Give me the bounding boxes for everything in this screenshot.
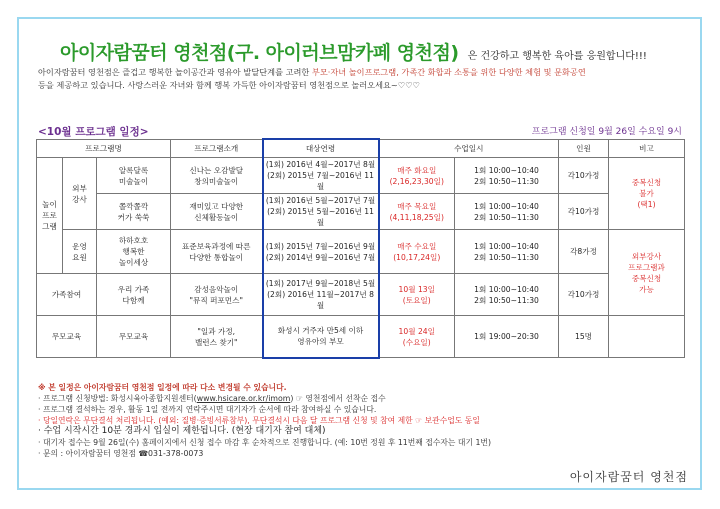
notes-block (38, 382, 688, 459)
note-schedule-change: ※ 본 일정은 아이자람꿈터 영천점 일정에 따라 다소 변경될 수 있습니다. (38, 383, 287, 392)
header-program-name: 프로그램명 (37, 139, 171, 158)
row4-time: 1회 10:00~10:40 2회 10:50~11:30 (455, 274, 559, 316)
header-program-intro: 프로그램소개 (171, 139, 263, 158)
row5-day: 10월 24일 (수요일) (379, 316, 455, 358)
table-row (37, 230, 685, 274)
row4-day: 10월 13일 (토요일) (379, 274, 455, 316)
footer-center-name: 아이자람꿈터 영천점 (569, 470, 688, 484)
apply-date-note: 프로그램 신청일 9월 26일 수요일 9시 (531, 127, 682, 137)
note-late-entry: · 수업 시작시간 10분 경과시 입실이 제한됩니다. (현장 대기자 참여 대체) (38, 426, 326, 436)
intro-text (38, 66, 688, 92)
note-duplicate-allowed: 외부강사 프로그램과 중복신청 가능 (609, 230, 685, 316)
row5-time: 1회 19:00~20:30 (455, 316, 559, 358)
note-no-duplicate: 중복신청 불가 (택1) (609, 158, 685, 230)
note-apply-method-b: ) ☞ 영천점에서 선착순 접수 (290, 394, 386, 403)
table-header-row (37, 139, 685, 158)
row3-age: (1회) 2015년 7월~2016년 9월 (2회) 2014년 9월~2016년 7월 (263, 230, 379, 274)
row2-name: 쫄깍쫄깍 커가 쑥쑥 (97, 194, 171, 230)
row2-day: 매주 목요일 (4,11,18,25일) (379, 194, 455, 230)
row5-age: 화성시 거주자 만5세 이하 영유아의 부모 (263, 316, 379, 358)
homepage-link[interactable]: www.hsicare.or.kr/imom (196, 394, 291, 403)
row4-intro: 감성음악놀이 "뮤직 퍼포먼스" (171, 274, 263, 316)
table-row (37, 316, 685, 358)
operate-label: 운영 요원 (63, 230, 97, 274)
row2-intro: 재미있고 다양한 신체활동놀이 (171, 194, 263, 230)
row4-people: 각10가정 (559, 274, 609, 316)
row1-name: 알록달록 미술놀이 (97, 158, 171, 194)
row3-day: 매주 수요일 (10,17,24일) (379, 230, 455, 274)
row1-people: 각10가정 (559, 158, 609, 194)
table-row (37, 274, 685, 316)
outside-label: 외부 강사 (63, 158, 97, 230)
header-age: 대상연령 (263, 139, 379, 158)
row3-people: 각8가정 (559, 230, 609, 274)
page-title: 아이자람꿈터 영천점(구. 아이러브맘카페 영천점) (60, 42, 459, 64)
row5-people: 15명 (559, 316, 609, 358)
row1-time: 1회 10:00~10:40 2회 10:50~11:30 (455, 158, 559, 194)
note-contact: · 문의 : 아이자람꿈터 영천점 ☎031-378-0073 (38, 449, 204, 458)
row2-age: (1회) 2016년 5월~2017년 7월 (2회) 2015년 5월~2016년 11월 (263, 194, 379, 230)
page-subtitle: 은 건강하고 행복한 육아를 응원합니다!!! (467, 51, 647, 62)
section-title: <10월 프로그램 일정> (38, 126, 149, 138)
row1-age: (1회) 2016년 4월~2017년 8월 (2회) 2015년 7월~2016년 11월 (263, 158, 379, 194)
schedule-table (36, 138, 685, 359)
row2-people: 각10가정 (559, 194, 609, 230)
header-people: 인원 (559, 139, 609, 158)
row5-intro: "일과 가정, 밸런스 찾기" (171, 316, 263, 358)
family-label: 가족참여 (37, 274, 97, 316)
intro-line1-a: 아이자람꿈터 영천점은 즐겁고 행복한 놀이공간과 영유아 발달단계를 고려한 (38, 67, 312, 77)
header-schedule: 수업일시 (379, 139, 559, 158)
row4-age: (1회) 2017년 9월~2018년 5월 (2회) 2016년 11월~2017년 8월 (263, 274, 379, 316)
table-row (37, 158, 685, 194)
row2-time: 1회 10:00~10:40 2회 10:50~11:30 (455, 194, 559, 230)
row3-name: 하하호호 행복한 놀이세상 (97, 230, 171, 274)
row3-time: 1회 10:00~10:40 2회 10:50~11:30 (455, 230, 559, 274)
row4-name: 우리 가족 다함께 (97, 274, 171, 316)
row1-intro: 신나는 오감발달 창의미술놀이 (171, 158, 263, 194)
note-apply-method-a: · 프로그램 신청방법: 화성시육아종합지원센터( (38, 394, 197, 403)
title-row (60, 38, 700, 65)
note-apply-method (38, 393, 688, 404)
note-same-day: · 당일연락은 무단결석 처리됩니다. (예외: 질병·증빙서류참부), 무단결석시 다음 달 프로그램 신청 및 참여 제한 ☞ 보관수업도 동일 (38, 416, 480, 425)
intro-line2: 등을 제공하고 있습니다. 사랑스러운 자녀와 함께 행복 가득한 아이자람꿈터 영천점으로 놀러오세요~♡♡♡ (38, 80, 420, 90)
note-waitlist: · 대기자 접수는 9월 26일(수) 홈페이지에서 신청 접수 마감 후 순차적으로 진행합니다. (예: 10번 정원 후 11번째 접수자는 대기 1번) (38, 438, 491, 447)
row5-note (609, 316, 685, 358)
row5-name: 무모교육 (97, 316, 171, 358)
intro-line1-b: 부모·자녀 놀이프로그램, 가족간 화합과 소통을 위한 다양한 체험 및 문화공연 (311, 67, 586, 77)
table-row (37, 194, 685, 230)
group-label: 놀이 프로 그램 (37, 158, 63, 274)
row1-day: 매주 화요일 (2,16,23,30일) (379, 158, 455, 194)
row3-intro: 표준보육과정에 따른 다양한 통합놀이 (171, 230, 263, 274)
header-note: 비고 (609, 139, 685, 158)
parent-label: 무모교육 (37, 316, 97, 358)
note-absence: · 프로그램 결석하는 경우, 활동 1일 전까지 연락주시면 대기자가 순서에 따라 참여하실 수 있습니다. (38, 405, 377, 414)
